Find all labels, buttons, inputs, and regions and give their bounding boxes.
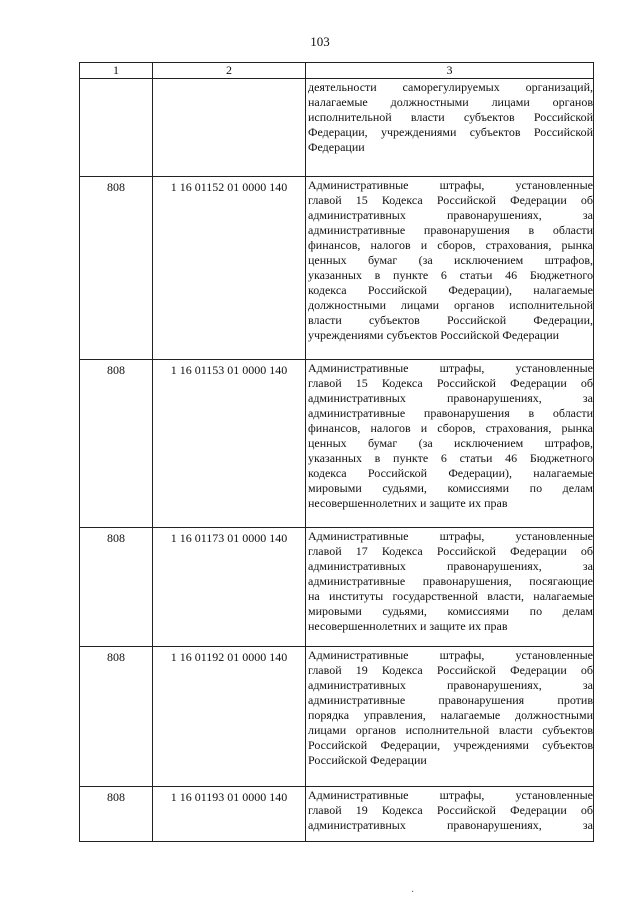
admin-code-cell: 808 [80,787,153,842]
description-line: мировыми судьями, комиссиями по делам [308,604,593,618]
description-line: Российской Федерации, учреждениями субъектов [308,738,593,752]
description-line: порядка управления, налагаемые должностными [308,708,593,722]
admin-code-cell: 808 [80,647,153,787]
table-row [80,79,594,177]
description-line: Административные штрафы, установленные [308,178,593,192]
description-line: Административные штрафы, установленные [308,529,593,543]
description-cell [306,79,594,177]
description-line: ценных бумаг (за исключением штрафов, [308,436,593,450]
description-line: административных правонарушениях, за [308,818,593,832]
admin-code-cell [80,79,153,177]
table-row [80,360,594,528]
description-line: кодекса Российской Федерации), налагаемые [308,283,593,297]
description-line: административные правонарушения в области [308,406,593,420]
column-header-3: 3 [306,63,594,79]
kbk-code-cell: 1 16 01193 01 0000 140 [153,787,306,842]
table-row [80,528,594,647]
description-line: главой 17 Кодекса Российской Федерации об [308,544,593,558]
description-line: главой 19 Кодекса Российской Федерации об [308,803,593,817]
description-line: лицами органов исполнительной власти субъектов [308,723,593,737]
description-line: на институты государственной власти, налагаемые [308,589,593,603]
description-line: главой 19 Кодекса Российской Федерации об [308,663,593,677]
admin-code-cell: 808 [80,177,153,360]
description-cell [306,360,594,528]
budget-classification-table [79,62,594,842]
description-line: мировыми судьями, комиссиями по делам [308,481,593,495]
description-line: Федерации, учреждениями субъектов Российской [308,125,593,139]
description-line: административных правонарушениях, за [308,208,593,222]
page-number: 103 [310,34,330,49]
description-cell [306,528,594,647]
description-cell [306,647,594,787]
description-line: несовершеннолетних и защите их прав [308,496,508,510]
description-line: несовершеннолетних и защите их прав [308,619,508,633]
description-cell [306,787,594,842]
description-line: власти субъектов Российской Федерации, [308,313,593,327]
kbk-code-cell: 1 16 01173 01 0000 140 [153,528,306,647]
description-line: административных правонарушениях, за [308,559,593,573]
scan-speck: · [411,887,415,898]
table-row [80,177,594,360]
column-header-2: 2 [153,63,306,79]
description-line: учреждениями субъектов Российской Федерации [308,328,560,342]
kbk-code-cell: 1 16 01153 01 0000 140 [153,360,306,528]
table-header-row [80,63,594,79]
description-line: главой 15 Кодекса Российской Федерации об [308,376,593,390]
description-line: кодекса Российской Федерации), налагаемые [308,466,593,480]
description-line: административные правонарушения, посягающие [308,574,593,588]
description-line: Российской Федерации [308,753,427,767]
description-line: Административные штрафы, установленные [308,361,593,375]
description-line: административные правонарушения против [308,693,593,707]
description-line: административных правонарушениях, за [308,391,593,405]
kbk-code-cell: 1 16 01192 01 0000 140 [153,647,306,787]
description-line: указанных в пункте 6 статьи 46 Бюджетного [308,451,593,465]
description-line: ценных бумаг (за исключением штрафов, [308,253,593,267]
description-line: должностными лицами органов исполнительной [308,298,593,312]
admin-code-cell: 808 [80,360,153,528]
admin-code-cell: 808 [80,528,153,647]
description-line: указанных в пункте 6 статьи 46 Бюджетного [308,268,593,282]
kbk-code-cell: 1 16 01152 01 0000 140 [153,177,306,360]
description-line: налагаемые должностными лицами органов [308,95,593,109]
description-line: исполнительной власти субъектов Российской [308,110,593,124]
description-line: финансов, налогов и сборов, страхования, рынка [308,421,593,435]
description-line: Федерации [308,140,365,154]
description-line: Административные штрафы, установленные [308,788,593,802]
description-line: деятельности саморегулируемых организаций, [308,80,593,94]
table-row [80,787,594,842]
description-line: административные правонарушения в области [308,223,593,237]
description-line: административных правонарушениях, за [308,678,593,692]
description-line: Административные штрафы, установленные [308,648,593,662]
table-row [80,647,594,787]
description-line: финансов, налогов и сборов, страхования, рынка [308,238,593,252]
description-line: главой 15 Кодекса Российской Федерации об [308,193,593,207]
table-body [80,79,594,842]
column-header-1: 1 [80,63,153,79]
description-cell [306,177,594,360]
kbk-code-cell [153,79,306,177]
